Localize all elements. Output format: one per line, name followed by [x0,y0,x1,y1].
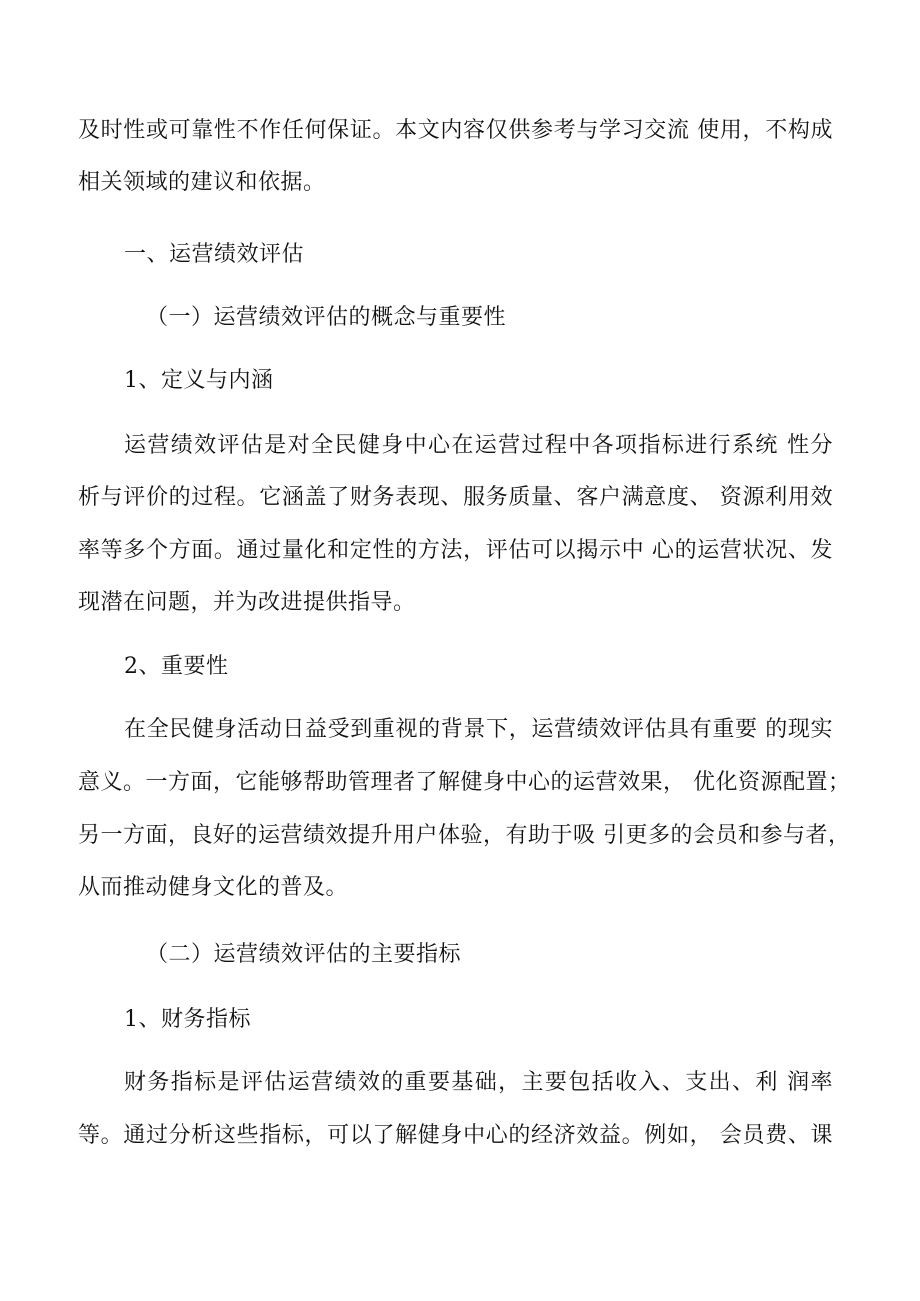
item-heading-financial: 1、财务指标 [124,1007,251,1032]
importance-line-4: 从而推动健身文化的普及。 [78,875,349,900]
section-heading: 一、运营绩效评估 [124,242,305,267]
definition-line-2: 析与评价的过程。它涵盖了财务表现、服务质量、客户满意度、 资源利用效 [78,485,833,510]
subsection-heading-1: （一）运营绩效评估的概念与重要性 [146,305,507,330]
item-heading-definition: 1、定义与内涵 [124,368,274,393]
importance-line-2: 意义。一方面，它能够帮助管理者了解健身中心的运营效果， 优化资源配置； [78,770,851,795]
intro-line-2: 相关领域的建议和依据。 [78,170,326,195]
intro-line-1: 及时性或可靠性不作任何保证。本文内容仅供参考与学习交流 使用，不构成 [78,118,833,143]
item-heading-importance: 2、重要性 [124,654,229,679]
definition-line-4: 现潜在问题，并为改进提供指导。 [78,590,416,615]
importance-line-1: 在全民健身活动日益受到重视的背景下，运营绩效评估具有重要 的现实 [124,717,833,742]
importance-line-3: 另一方面，良好的运营绩效提升用户体验，有助于吸 引更多的会员和参与者， [78,823,851,848]
financial-line-2: 等。通过分析这些指标，可以了解健身中心的经济效益。例如， 会员费、课 [78,1123,833,1148]
definition-line-3: 率等多个方面。通过量化和定性的方法，评估可以揭示中 心的运营状况、发 [78,538,833,563]
financial-line-1: 财务指标是评估运营绩效的重要基础，主要包括收入、支出、利 润率 [124,1070,833,1095]
subsection-heading-2: （二）运营绩效评估的主要指标 [146,942,462,967]
definition-line-1: 运营绩效评估是对全民健身中心在运营过程中各项指标进行系统 性分 [124,433,833,458]
